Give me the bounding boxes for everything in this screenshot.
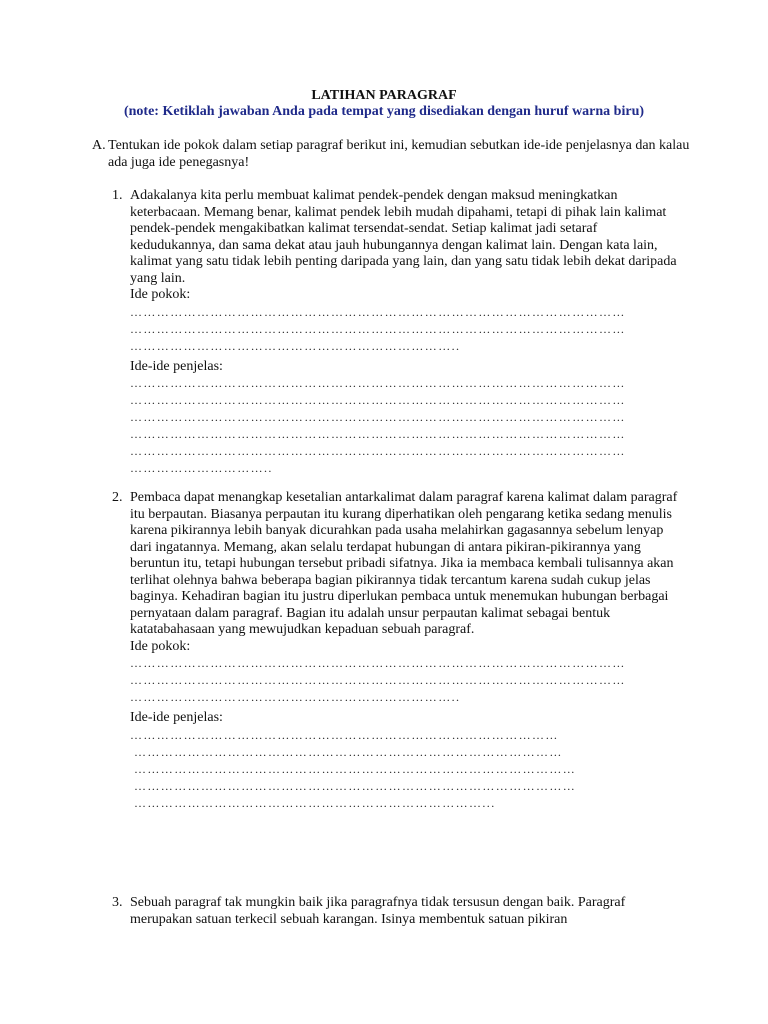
- answer-line[interactable]: …………………………………………………………………………………………………: [130, 427, 626, 441]
- answer-line[interactable]: …………………………………………………………………………………………………: [130, 304, 626, 319]
- answer-line[interactable]: ……………………………………………………………………………………: [130, 727, 559, 742]
- exercise-item-1: [112, 188, 682, 477]
- exercise-item-3: [112, 895, 682, 928]
- answer-line[interactable]: …………………………..: [130, 461, 273, 475]
- answer-line[interactable]: ……………………………………………………………………...: [134, 795, 496, 810]
- answer-line[interactable]: ………………………………………………………………..: [130, 338, 461, 353]
- item-number: 3.: [112, 895, 123, 910]
- exercise-item-2: [112, 490, 682, 812]
- answer-line[interactable]: ………………………………………………………………..: [130, 690, 461, 704]
- paragraph-text: Sebuah paragraf tak mungkin baik jika paragrafnya tidak tersusun dengan baik. Paragraf merupakan satuan terkecil sebuah karangan. Isinya membentuk satuan pikiran: [130, 895, 626, 927]
- answer-line[interactable]: …………………………………………………………………………………………………: [130, 444, 626, 458]
- item-number: 2.: [112, 490, 123, 505]
- answer-line[interactable]: …………………………………………………………………………………………………: [130, 656, 626, 670]
- paragraph-text: Adakalanya kita perlu membuat kalimat pendek-pendek dengan maksud meningkatkan keterbacaan. Memang benar, kalimat pendek lebih mudah dipahami, tetapi di pihak lain kalimat pendek-pendek mengakibatkan kalimat tersendat-sendat. Setiap kalimat jadi setaraf kedudukannya, dan sama dekat atau jauh hubungannya dengan kalimat lain. Dengan kata lain, kalimat yang satu tidak lebih penting daripada yang lain, dan yang satu tidak lebih dekat daripada yang lain.: [130, 188, 677, 286]
- ide-penjelas-label: Ide-ide penjelas:: [130, 710, 223, 725]
- answer-line[interactable]: …………………………………………………………………………………………………: [130, 321, 626, 336]
- answer-line[interactable]: …………………………………………………………………………………………………: [130, 393, 626, 407]
- ide-penjelas-label: Ide-ide penjelas:: [130, 358, 223, 374]
- answer-line[interactable]: …………………………………………………………………………………………………: [130, 376, 626, 390]
- section-a-instruction: Tentukan ide pokok dalam setiap paragraf berikut ini, kemudian sebutkan ide-ide penjelasnya dan kalau ada juga ide penegasnya!: [108, 138, 690, 170]
- section-a: [92, 138, 692, 171]
- page-title: LATIHAN PARAGRAF: [311, 88, 457, 103]
- answer-line[interactable]: ………………………………………………………………………………………: [134, 778, 577, 793]
- answer-line[interactable]: …………………………………………………………………………………………………: [130, 673, 626, 687]
- ide-pokok-label: Ide pokok:: [130, 638, 191, 654]
- answer-line[interactable]: ……………………………………………………………………………………: [134, 744, 563, 759]
- paragraph-text: Pembaca dapat menangkap kesetalian antarkalimat dalam paragraf karena kalimat dalam paragraf itu berpautan. Biasanya perpautan itu kurang diperhatikan oleh pengarang ketika sedang menulis karena pikirannya lebih banyak dicurahkan pada usaha melahirkan gagasannya sebelum lenyap dari ingatannya. Memang, akan selalu terdapat hubungan di antara pikiran-pikirannya yang beruntun itu, tetapi hubungan tersebut pribadi sifatnya. Jika ia membaca kembali tulisannya akan terlihat olehnya bahwa beberapa bagian pikirannya tidak tercantum karena sudah cukup jelas baginya. Kehadiran bagian itu justru diperlukan pembaca untuk menemukan hubungan berbagai pernyataan dalam paragraf. Bagian itu adalah unsur perpautan kalimat sebagai bentuk katatabahasaan yang mewujudkan kepaduan sebuah paragraf.: [130, 490, 678, 637]
- answer-line[interactable]: ………………………………………………………………………………………: [134, 761, 577, 776]
- instruction-note: (note: Ketiklah jawaban Anda pada tempat yang disediakan dengan huruf warna biru): [123, 104, 645, 119]
- item-number: 1.: [112, 188, 123, 203]
- ide-pokok-label: Ide pokok:: [130, 287, 191, 302]
- section-a-marker: A.: [92, 138, 106, 153]
- answer-line[interactable]: …………………………………………………………………………………………………: [130, 410, 626, 424]
